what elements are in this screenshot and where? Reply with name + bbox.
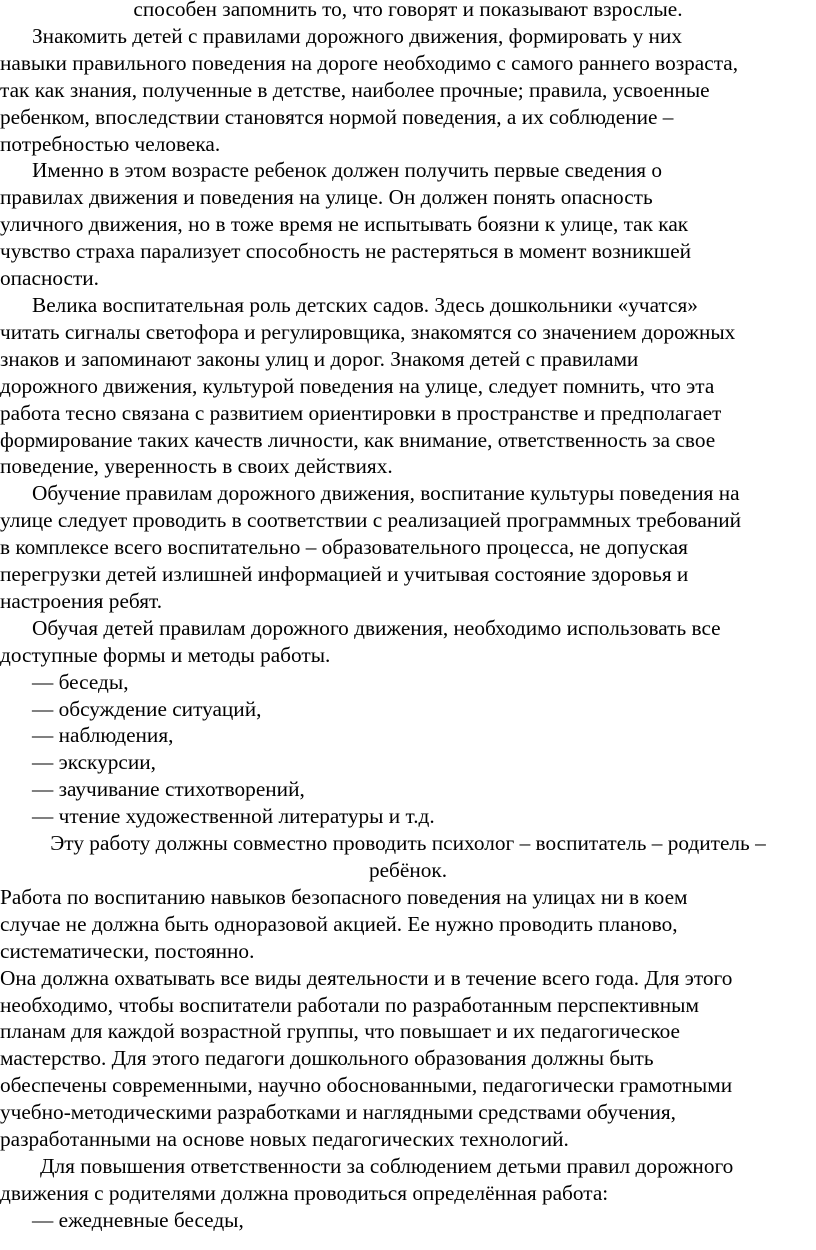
text-line: мастерство. Для этого педагоги дошкольного образования должны быть (0, 1046, 654, 1071)
text-line: правилах движения и поведения на улице. Он должен понять опасность (0, 185, 653, 210)
paragraph-forms-methods (0, 615, 816, 669)
text-line: систематически, постоянно. (0, 938, 255, 963)
text-line: улице следует проводить в соответствии с реализацией программных требований (0, 508, 742, 533)
text-line: знаков и запоминают законы улиц и дорог. Знакомя детей с правилами (0, 346, 639, 371)
paragraph-parents (0, 1153, 816, 1207)
text-line: движения с родителями должна проводиться определённая работа: (0, 1180, 609, 1205)
text-line: обеспечены современными, научно обоснованными, педагогически грамотными (0, 1073, 733, 1098)
paragraph-age-info (0, 157, 816, 292)
text-line: уличного движения, но в тоже время не испытывать боязни к улице, так как (0, 212, 689, 237)
text-line: Для повышения ответственности за соблюдением детьми правил дорожного (40, 1153, 734, 1178)
text-line: ребёнок. (368, 858, 448, 882)
text-line: чувство страха парализует способность не растеряться в момент возникшей (0, 239, 692, 264)
text-line: Знакомить детей с правилами дорожного движения, формировать у них (32, 23, 683, 48)
paragraph-kindergarten-role (0, 292, 816, 480)
text-line: разработанными на основе новых педагогических технологий. (0, 1127, 569, 1152)
text-line: Она должна охватывать все виды деятельности и в течение всего года. Для этого (0, 965, 733, 990)
methods-list (0, 669, 816, 830)
text-line: работа тесно связана с развитием ориентировки в пространстве и предполагает (0, 400, 722, 425)
parents-work-list (0, 1207, 816, 1234)
text-line: читать сигналы светофора и регулировщика, знакомятся со значением дорожных (0, 319, 736, 344)
paragraph-intro-tail (0, 0, 816, 23)
paragraph-traffic-rules (0, 23, 816, 158)
text-line: учебно-методическими разработками и наглядными средствами обучения, (0, 1100, 676, 1125)
list-item: — заучивание стихотворений, (32, 777, 305, 802)
text-line: Работа по воспитанию навыков безопасного поведения на улицах ни в коем (0, 884, 688, 909)
list-item: — обсуждение ситуаций, (32, 696, 262, 721)
text-line: ребенком, впоследствии становятся нормой поведения, а их соблюдение – (0, 104, 674, 129)
text-line: навыки правильного поведения на дороге необходимо с самого раннего возраста, (0, 50, 739, 75)
text-line: необходимо, чтобы воспитатели работали по разработанным перспективным (0, 992, 699, 1017)
paragraph-activities (0, 965, 816, 1153)
text-line: поведение, уверенность в своих действиях. (0, 454, 393, 479)
list-item: — беседы, (32, 669, 129, 694)
text-line: Обучая детей правилам дорожного движения, необходимо использовать все (32, 615, 721, 640)
text-line: Эту работу должны совместно проводить психолог – воспитатель – родитель – (50, 831, 766, 856)
paragraph-systematic-work (0, 884, 816, 965)
text-line: потребностью человека. (0, 131, 221, 156)
text-line: опасности. (0, 266, 100, 291)
list-item: — экскурсии, (32, 750, 156, 775)
paragraph-education-process (0, 480, 816, 615)
text-line: перегрузки детей излишней информацией и учитывая состояние здоровья и (0, 562, 689, 587)
text-line: планам для каждой возрастной группы, что повышает и их педагогическое (0, 1019, 680, 1044)
text-line: формирование таких качеств личности, как внимание, ответственность за свое (0, 427, 716, 452)
text-line: настроения ребят. (0, 588, 163, 613)
text-line: так как знания, полученные в детстве, наиболее прочные; правила, усвоенные (0, 77, 710, 102)
text-line: Именно в этом возрасте ребенок должен получить первые сведения о (32, 158, 663, 183)
list-item: — чтение художественной литературы и т.д. (32, 804, 435, 829)
text-line: доступные формы и методы работы. (0, 642, 331, 667)
text-line: Обучение правилам дорожного движения, воспитание культуры поведения на (32, 481, 740, 506)
list-item: — ежедневные беседы, (32, 1207, 244, 1232)
text-line: способен запомнить то, что говорят и показывают взрослые. (133, 0, 683, 21)
text-line: Велика воспитательная роль детских садов. Здесь дошкольники «учатся» (32, 292, 698, 317)
list-item: — наблюдения, (32, 723, 174, 748)
paragraph-joint-work (0, 830, 816, 884)
text-line: случае не должна быть одноразовой акцией. Ее нужно проводить планово, (0, 911, 678, 936)
text-line: в комплексе всего воспитательно – образовательного процесса, не допуская (0, 535, 688, 560)
text-line: дорожного движения, культурой поведения на улице, следует помнить, что эта (0, 373, 715, 398)
